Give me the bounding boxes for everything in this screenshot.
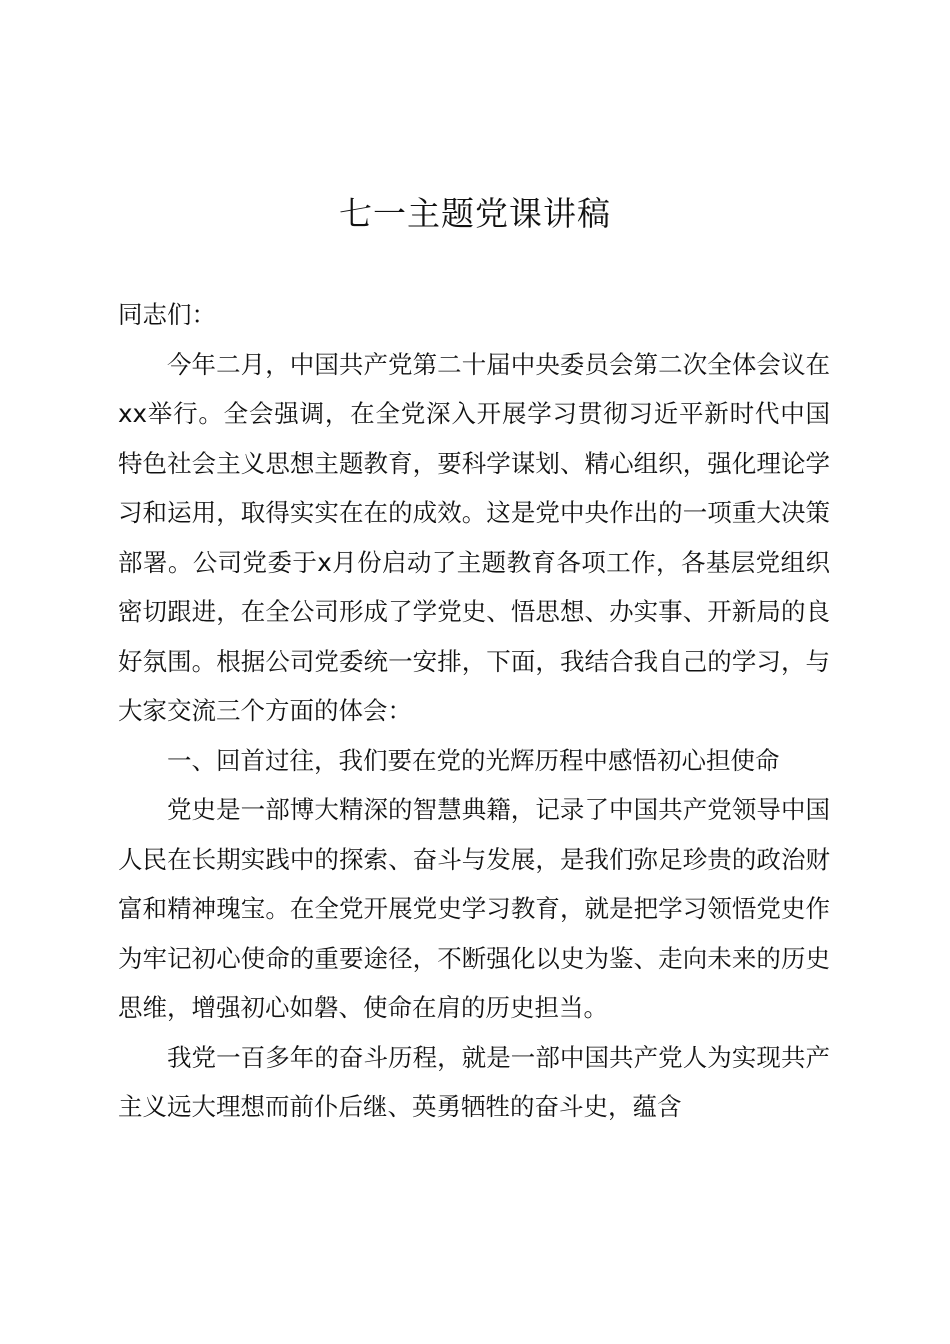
paragraph-intro: 今年二月，中国共产党第二十届中央委员会第二次全体会议在xx举行。全会强调，在全党深入开展学习贯彻习近平新时代中国特色社会主义思想主题教育，要科学谋划、精心组织，强化理论学习和运用，取得实实在在的成效。这是党中央作出的一项重大决策部署。公司党委于x月份启动了主题教育各项工作，各基层党组织密切跟进，在全公司形成了学党史、悟思想、办实事、开新局的良好氛围。根据公司党委统一安排，下面，我结合我自己的学习，与大家交流三个方面的体会： <box>118 349 830 725</box>
salutation: 同志们： <box>118 300 216 329</box>
paragraph-struggle-history: 我党一百多年的奋斗历程，就是一部中国共产党人为实现共产主义远大理想而前仆后继、英勇牺牲的奋斗史，蕴含 <box>118 1042 830 1121</box>
document-title: 七一主题党课讲稿 <box>339 194 611 233</box>
section-heading-1: 一、回首过往，我们要在党的光辉历程中感悟初心担使命 <box>167 745 780 775</box>
paragraph-party-history: 党史是一部博大精深的智慧典籍，记录了中国共产党领导中国人民在长期实践中的探索、奋斗与发展，是我们弥足珍贵的政治财富和精神瑰宝。在全党开展党史学习教育，就是把学习领悟党史作为牢记初心使命的重要途径，不断强化以史为鉴、走向未来的历史思维，增强初心如磐、使命在肩的历史担当。 <box>118 795 830 1022</box>
document-body <box>118 290 830 1132</box>
